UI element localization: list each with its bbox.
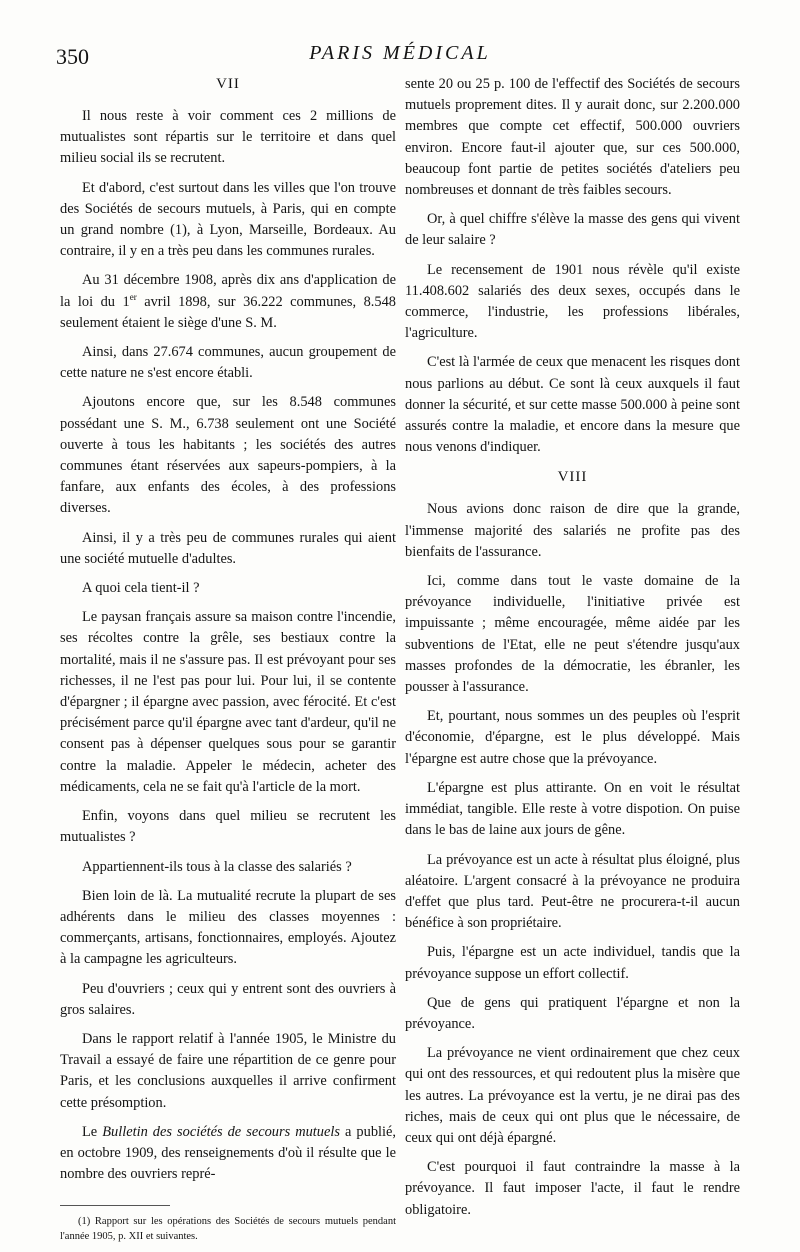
superscript: er xyxy=(129,291,137,302)
paragraph: Dans le rapport relatif à l'année 1905, le Ministre du Travail a essayé de faire une répartition de ce genre pour Paris, et les conclusions auxquelles il arrive confirment cette présomption. xyxy=(60,1030,396,1111)
page-number: 350 xyxy=(56,44,89,69)
paragraph: Et d'abord, c'est surtout dans les villes que l'on trouve des Sociétés de secours mutuels, à Paris, qui en compte un grand nombre (1), à Lyon, Marseille, Bordeaux. Au contraire, il y en a très peu dans les communes rurales. xyxy=(60,179,396,260)
paragraph: Ici, comme dans tout le vaste domaine de la prévoyance individuelle, l'initiative privée est impuissante ; même encouragée, même aidée par les subventions de l'Etat, elle ne peut s'étendre jusqu'aux masses profondes de la démocratie, les ébranler, les pousser à l'assurance. xyxy=(405,573,740,696)
footnote-divider xyxy=(60,1205,170,1206)
text-run: Au 31 décembre 1908, après dix ans d'application de la loi du 1 xyxy=(60,272,396,310)
paragraph: Enfin, voyons dans quel milieu se recrutent les mutualistes ? xyxy=(60,808,396,846)
paragraph: La prévoyance est un acte à résultat plus éloigné, plus aléatoire. L'argent consacré à la prévoyance ne produira d'effet que plus tard. Peut-être ne procurera-t-il aucun bénéfice à son propriétaire. xyxy=(405,851,740,932)
paragraph: Or, à quel chiffre s'élève la masse des gens qui vivent de leur salaire ? xyxy=(405,211,740,249)
paragraph xyxy=(60,1122,396,1186)
running-header-title: PARIS MÉDICAL xyxy=(309,42,491,64)
right-column xyxy=(405,74,740,1229)
paragraph: C'est là l'armée de ceux que menacent les risques dont nous parlions au début. Ce sont là ceux auxquels il faut donner la sécurité, et sur cette masse 500.000 à peine sont assurés contre la maladie, et encore dans la mesure que nous venons d'indiquer. xyxy=(405,354,740,456)
paragraph: La prévoyance ne vient ordinairement que chez ceux qui ont des ressources, et qui redoutent plus la misère que les autres. La prévoyance est la vertu, je ne dirai pas des riches, mais de ceux qui ont plus que le nécessaire, de ceux qui ont déjà épargné. xyxy=(405,1045,740,1146)
paragraph: A quoi cela tient-il ? xyxy=(82,580,200,597)
paragraph: Le recensement de 1901 nous révèle qu'il existe 11.408.602 salariés des deux sexes, occupés dans le commerce, l'industrie, les professions libérales, l'agriculture. xyxy=(405,261,740,342)
italic-title: Bulletin des sociétés de secours mutuels xyxy=(102,1123,340,1140)
paragraph: Ainsi, dans 27.674 communes, aucun groupement de cette nature ne s'est encore établi. xyxy=(60,344,396,382)
text-run: avril 1898, sur 36.222 communes, 8.548 seulement étaient le siège d'une S. M. xyxy=(60,293,396,331)
paragraph: Bien loin de là. La mutualité recrute la plupart de ses adhérents dans le milieu des classes moyennes : commerçants, artisans, fonctionnaires, employés. Ajoutez à la campagne les agriculteurs. xyxy=(60,887,396,968)
paragraph: Que de gens qui pratiquent l'épargne et non la prévoyance. xyxy=(405,994,740,1032)
section-heading-viii: VIII xyxy=(557,469,588,486)
paragraph: Nous avions donc raison de dire que la grande, l'immense majorité des salariés ne profite pas des bienfaits de l'assurance. xyxy=(405,501,740,560)
paragraph: Ainsi, il y a très peu de communes rurales qui aient une société mutuelle d'adultes. xyxy=(60,529,396,567)
paragraph: Et, pourtant, nous sommes un des peuples où l'esprit d'économie, d'épargne, est le plus développé. Mais l'épargne est autre chose que la prévoyance. xyxy=(405,708,740,767)
paragraph: L'épargne est plus attirante. On en voit le résultat immédiat, tangible. Elle reste à votre dispotion. On puise dans le bas de laine aux jours de gêne. xyxy=(405,779,740,839)
footnote: (1) Rapport sur les opérations des Sociétés de secours mutuels pendant l'année 1905, p. XII et suivantes. xyxy=(60,1216,396,1243)
text-run: a publié, en octobre 1909, des renseignements d'où il résulte que le nombre des ouvriers repré- xyxy=(60,1123,396,1183)
paragraph: Le paysan français assure sa maison contre l'incendie, ses récoltes contre la grêle, ses bestiaux contre la mortalité, mais il ne s'assure pas. Il est prévoyant pour ses richesses, il ne l'est pas pour lui. Pour lui, il se contente d'épargner ; il épargne avec passion, avec férocité. Et c'est précisément parce qu'il épargne avec tant d'ardeur, qu'il ne consent pas à dépenser quelques sous pour se garantir contre la maladie. Appeler le médecin, acheter des médicaments, cela ne se fait qu'à l'article de la mort. xyxy=(60,609,396,795)
paragraph: sente 20 ou 25 p. 100 de l'effectif des Sociétés de secours mutuels proprement dites. Il y aurait donc, sur 2.200.000 membres que compte cet effectif, 500.000 ouvriers environ. Encore faut-il ajouter que, sur ces 500.000, beaucoup font partie de petites sociétés d'ateliers peu nombreuses et donnant de très faibles secours. xyxy=(405,76,740,199)
left-column xyxy=(60,74,396,1252)
paragraph: Ajoutons encore que, sur les 8.548 communes possédant une S. M., 6.738 seulement ont une Société ouverte à tous les habitants ; les sociétés des autres communes étant réservées aux sapeurs-pompiers, à la fanfare, aux enfants des écoles, à des professions diverses. xyxy=(60,394,396,517)
paragraph: C'est pourquoi il faut contraindre la masse à la prévoyance. Il faut imposer l'acte, il faut le rendre obligatoire. xyxy=(405,1159,740,1218)
paragraph xyxy=(60,270,396,334)
text-run: Le xyxy=(82,1123,103,1140)
paragraph: Appartiennent-ils tous à la classe des salariés ? xyxy=(82,858,352,875)
paragraph: Peu d'ouvriers ; ceux qui y entrent sont des ouvriers à gros salaires. xyxy=(60,980,396,1018)
section-heading-vii: VII xyxy=(216,76,240,92)
paragraph: Puis, l'épargne est un acte individuel, tandis que la prévoyance suppose un effort collectif. xyxy=(405,944,740,982)
paragraph: Il nous reste à voir comment ces 2 millions de mutualistes sont répartis sur le territoire et dans quel milieu social ils se recrutent. xyxy=(60,108,396,167)
